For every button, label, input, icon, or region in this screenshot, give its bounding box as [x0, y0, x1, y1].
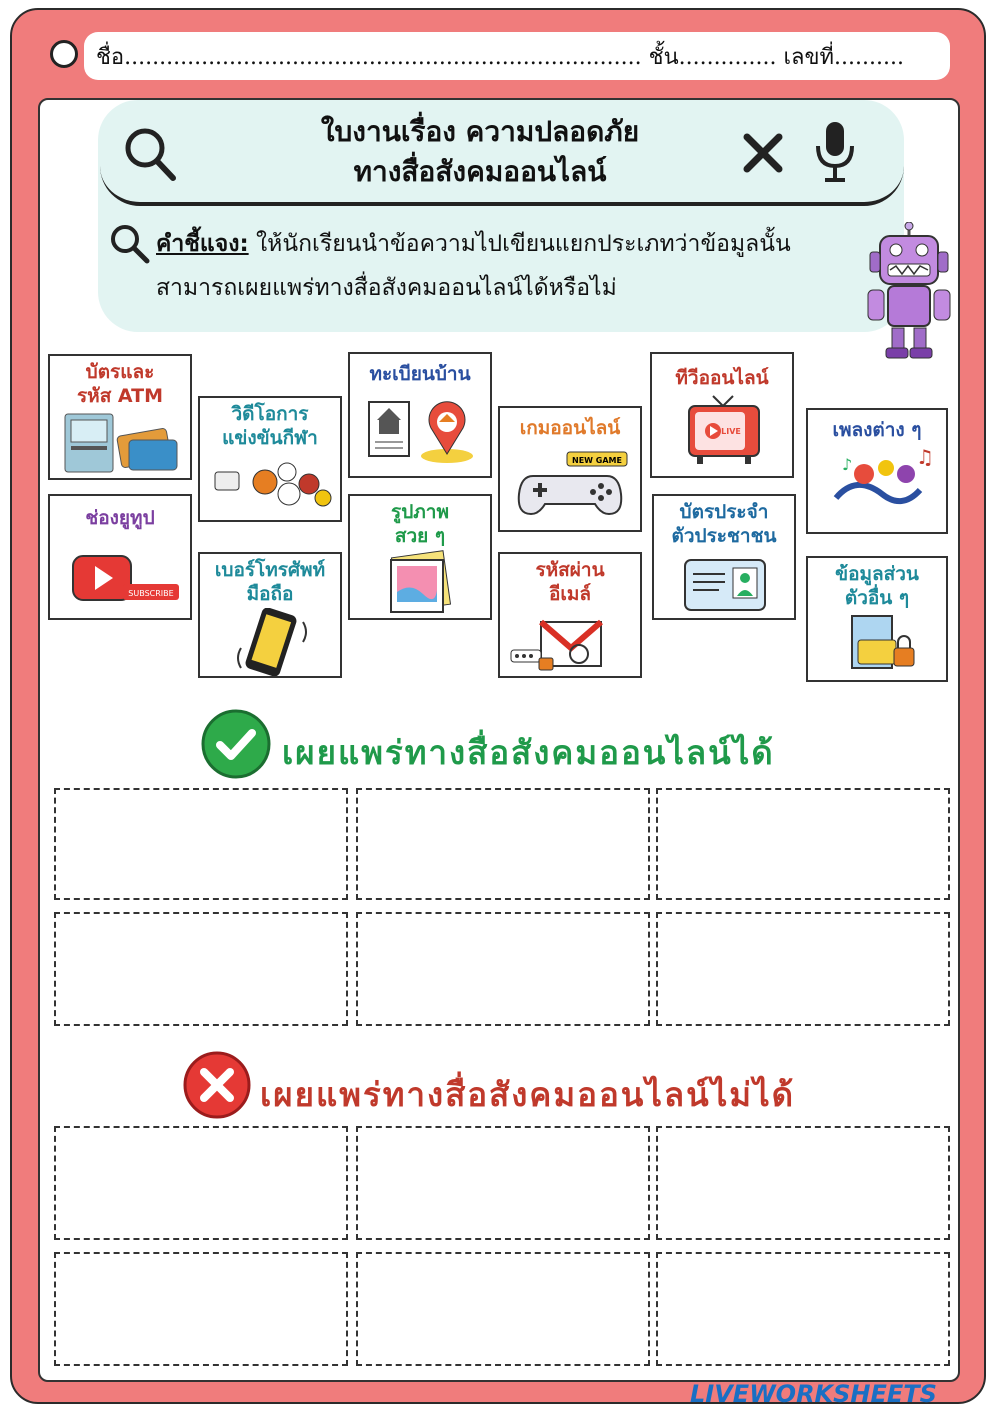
subscribe-badge: SUBSCRIBE — [128, 589, 174, 598]
card-online-game[interactable] — [498, 406, 642, 532]
answer-box-allowed-2[interactable] — [356, 788, 650, 900]
card-email-password[interactable] — [498, 552, 642, 678]
liveworksheets-logo: LIVEWORKSHEETS — [690, 1380, 937, 1408]
id-card-icon — [659, 550, 789, 616]
card-house-registration[interactable] — [348, 352, 492, 478]
card-personal-info[interactable] — [806, 556, 948, 682]
answer-box-allowed-4[interactable] — [54, 912, 348, 1026]
card-label: บัตรประจำ — [679, 501, 769, 523]
card-label: รหัสผ่าน — [535, 559, 605, 581]
card-label: เกมออนไลน์ — [519, 417, 621, 439]
answer-box-not-allowed-4[interactable] — [54, 1252, 348, 1366]
house-document-icon — [355, 392, 485, 468]
answer-box-not-allowed-6[interactable] — [656, 1252, 950, 1366]
card-label: บัตรและ — [85, 361, 155, 383]
card-label: ข้อมูลส่วน — [835, 563, 919, 585]
svg-text:♫: ♫ — [916, 445, 934, 469]
card-sports[interactable] — [198, 396, 342, 522]
title-line-2: ทางสื่อสังคมออนไลน์ — [353, 155, 607, 188]
answer-box-allowed-6[interactable] — [656, 912, 950, 1026]
svg-text:♪: ♪ — [842, 455, 853, 474]
card-label: รูปภาพ — [391, 501, 449, 523]
card-label: เบอร์โทรศัพท์ — [214, 559, 326, 581]
card-photo[interactable] — [348, 494, 492, 620]
card-label: ทะเบียนบ้าน — [369, 363, 471, 385]
photo-icon — [355, 550, 485, 616]
page-title — [230, 112, 730, 192]
search-icon — [122, 124, 178, 184]
robot-icon — [866, 222, 952, 362]
card-label: ตัวอื่น ๆ — [844, 587, 910, 609]
allowed-heading: เผยแพร่ทางสื่อสังคมออนไลน์ได้ — [282, 733, 775, 772]
binder-hole — [50, 40, 78, 68]
card-label: ตัวประชาชน — [671, 525, 777, 547]
cross-icon — [182, 1050, 252, 1120]
answer-box-not-allowed-1[interactable] — [54, 1126, 348, 1240]
gamepad-icon — [505, 442, 635, 522]
card-atm[interactable] — [48, 354, 192, 480]
answer-box-allowed-1[interactable] — [54, 788, 348, 900]
sports-balls-icon — [205, 452, 335, 512]
card-label: เพลงต่าง ๆ — [832, 419, 922, 441]
card-label: ทีวีออนไลน์ — [675, 367, 769, 389]
instructions-line-1: ให้นักเรียนนำข้อความไปเขียนแยกประเภทว่าข้อมูลนั้น — [248, 231, 791, 257]
card-label: รหัส ATM — [76, 385, 164, 407]
instructions-label: คำชี้แจง: — [156, 231, 249, 257]
card-phone[interactable] — [198, 552, 342, 678]
answer-box-not-allowed-2[interactable] — [356, 1126, 650, 1240]
answer-box-not-allowed-3[interactable] — [656, 1126, 950, 1240]
card-label: วิดีโอการ — [231, 403, 309, 425]
title-line-1: ใบงานเรื่อง ความปลอดภัย — [320, 115, 640, 148]
youtube-icon — [55, 550, 185, 620]
check-icon — [200, 708, 272, 780]
music-icon — [812, 444, 942, 522]
card-label: สวย ๆ — [394, 525, 446, 547]
microphone-icon — [812, 120, 858, 184]
close-icon — [742, 132, 784, 174]
answer-box-not-allowed-5[interactable] — [356, 1252, 650, 1366]
answer-box-allowed-3[interactable] — [656, 788, 950, 900]
tv-icon — [657, 392, 787, 468]
card-label: ช่องยูทูป — [85, 507, 155, 529]
instructions — [108, 222, 888, 310]
card-label: แข่งขันกีฬา — [222, 427, 318, 449]
name-line: ชื่อ.......................................................................... ชั้น.............. เลขที่.......... — [84, 32, 950, 80]
secure-document-icon — [812, 612, 942, 678]
card-label: อีเมล์ — [548, 583, 592, 605]
card-music[interactable] — [806, 408, 948, 534]
not-allowed-heading: เผยแพร่ทางสื่อสังคมออนไลน์ไม่ได้ — [260, 1075, 796, 1114]
card-youtube[interactable] — [48, 494, 192, 620]
card-id-card[interactable] — [652, 494, 796, 620]
instructions-line-2: สามารถเผยแพร่ทางสื่อสังคมออนไลน์ได้หรือไม่ — [156, 275, 617, 301]
live-badge: LIVE — [721, 427, 741, 436]
answer-box-allowed-5[interactable] — [356, 912, 650, 1026]
atm-icon — [55, 410, 185, 476]
new-game-badge: NEW GAME — [572, 456, 622, 465]
card-online-tv[interactable] — [650, 352, 794, 478]
card-label: มือถือ — [246, 583, 294, 605]
smartphone-icon — [205, 608, 335, 678]
email-icon — [505, 608, 635, 678]
